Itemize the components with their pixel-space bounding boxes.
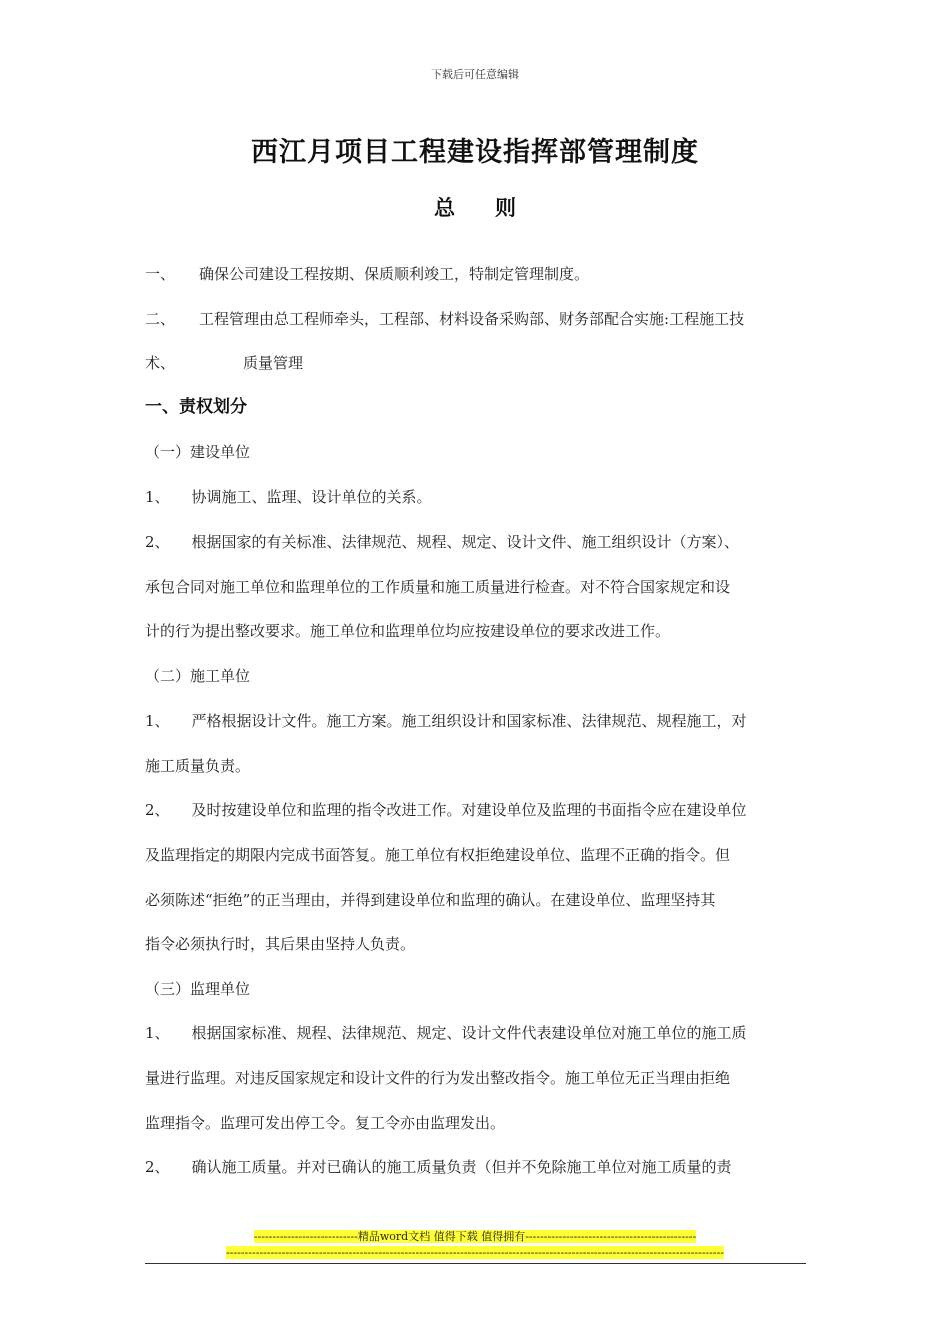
- section-heading: 一、责权划分: [145, 397, 247, 417]
- footer-banner-text: ----------------------------精品word文档 值得下载 值得拥有----------------------------------------------: [253, 1230, 697, 1243]
- footer-banner-line-1: [0, 1229, 950, 1244]
- footer-divider: [145, 1263, 806, 1264]
- clause-text: 工程管理由总工程师牵头，工程部、材料设备采购部、财务部配合实施:工程施工技: [199, 310, 745, 328]
- list-item: [145, 531, 810, 553]
- item-text-continued: 施工质量负责。: [145, 757, 251, 775]
- item-text-continued: 指令必须执行时，其后果由坚持人负责。: [145, 935, 416, 953]
- footer-banner-dashes: --------------------------------------------------------------------------------------------------------------------------------------: [225, 1246, 725, 1259]
- list-item: [145, 799, 810, 821]
- intro-clause-1: [145, 263, 810, 285]
- item-text-continued: 量进行监理。对违反国家规定和设计文件的行为发出整改指令。施工单位无正当理由拒绝: [145, 1069, 731, 1087]
- item-text-continued: 监理指令。监理可发出停工令。复工令亦由监理发出。: [145, 1114, 506, 1132]
- item-text-continued: 必须陈述“拒绝”的正当理由，并得到建设单位和监理的确认。在建设单位、监理坚持其: [145, 891, 716, 909]
- document-subtitle: 总则: [434, 195, 556, 220]
- item-text: 协调施工、监理、设计单位的关系。: [191, 488, 432, 506]
- item-number: 2、: [145, 801, 170, 819]
- item-number: 1、: [145, 1024, 170, 1042]
- item-text-continued: 计的行为提出整改要求。施工单位和监理单位均应按建设单位的要求改进工作。: [145, 622, 671, 640]
- list-item: [145, 486, 810, 508]
- clause-number: 二、: [145, 310, 176, 328]
- item-number: 1、: [145, 712, 170, 730]
- item-text: 及时按建设单位和监理的指令改进工作。对建设单位及监理的书面指令应在建设单位: [191, 801, 747, 819]
- subsection-label: （一）建设单位: [145, 443, 251, 461]
- item-number: 2、: [145, 1158, 170, 1176]
- list-item: [145, 1156, 810, 1178]
- item-text: 确认施工质量。并对已确认的施工质量负责（但并不免除施工单位对施工质量的责: [191, 1158, 732, 1176]
- clause-number: 术、: [145, 354, 176, 372]
- list-item: [145, 1022, 810, 1044]
- item-number: 2、: [145, 533, 170, 551]
- header-note: 下载后可任意编辑: [431, 68, 519, 81]
- subsection-label: （三）监理单位: [145, 980, 251, 998]
- clause-text: 确保公司建设工程按期、保质顺利竣工，特制定管理制度。: [199, 265, 590, 283]
- list-item: [145, 710, 810, 732]
- intro-clause-2-continued: [145, 352, 810, 374]
- item-number: 1、: [145, 488, 170, 506]
- item-text: 严格根据设计文件。施工方案。施工组织设计和国家标准、法律规范、规程施工，对: [191, 712, 747, 730]
- document-title: 西江月项目工程建设指挥部管理制度: [251, 137, 699, 168]
- item-text-continued: 承包合同对施工单位和监理单位的工作质量和施工质量进行检查。对不符合国家规定和设: [145, 578, 731, 596]
- clause-text: 质量管理: [243, 354, 304, 372]
- item-text: 根据国家标准、规程、法律规范、规定、设计文件代表建设单位对施工单位的施工质: [191, 1024, 747, 1042]
- item-text-continued: 及监理指定的期限内完成书面答复。施工单位有权拒绝建设单位、监理不正确的指令。但: [145, 846, 731, 864]
- intro-clause-2: [145, 308, 810, 330]
- subsection-label: （二）施工单位: [145, 667, 251, 685]
- footer-banner-line-2: [0, 1245, 950, 1260]
- item-text: 根据国家的有关标准、法律规范、规程、规定、设计文件、施工组织设计（方案）、: [191, 533, 740, 551]
- clause-number: 一、: [145, 265, 176, 283]
